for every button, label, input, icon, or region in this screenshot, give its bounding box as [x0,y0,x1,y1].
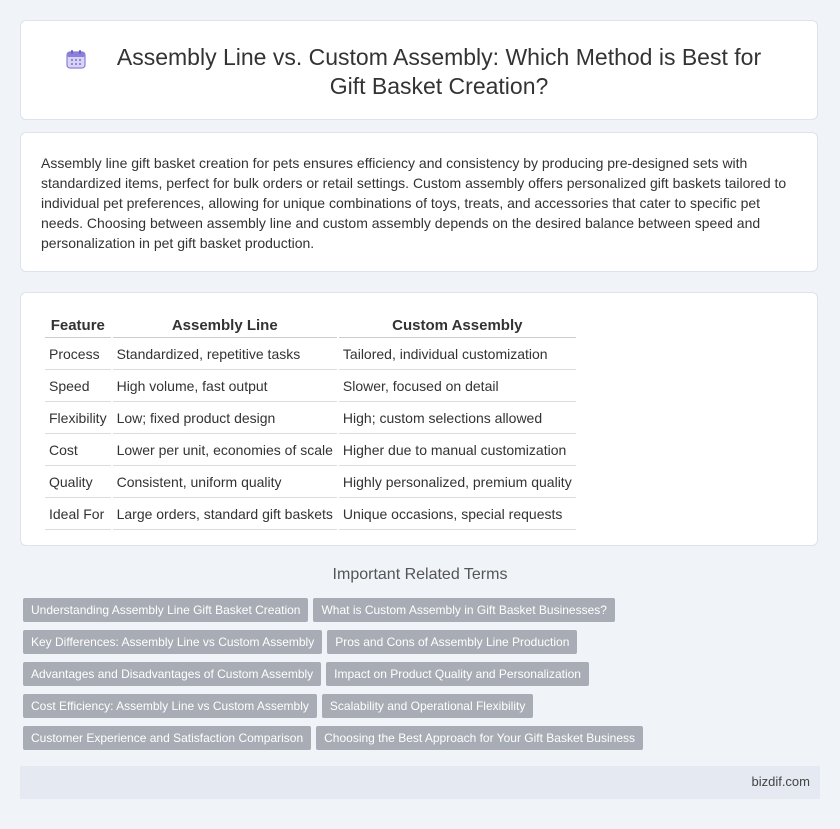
related-term-link[interactable]: Key Differences: Assembly Line vs Custom Assembly [23,630,322,654]
table-cell: Quality [45,468,111,498]
intro-paragraph: Assembly line gift basket creation for pets ensures efficiency and consistency by producing pre-designed sets with standardized items, perfect for bulk orders or retail settings. Custom assembly offers personalized gift baskets tailored to individual pet preferences, allowing for unique combinations of toys, treats, and accessories that cater to specific pet needs. Choosing between assembly line and custom assembly depends on the desired balance between speed and personalization in pet gift basket production. [41,155,787,251]
related-term-link[interactable]: Pros and Cons of Assembly Line Production [327,630,577,654]
intro-card [20,132,818,272]
related-term-link[interactable]: Advantages and Disadvantages of Custom Assembly [23,662,321,686]
table-cell: Standardized, repetitive tasks [113,340,337,370]
table-header-row [45,315,576,338]
table-cell: Process [45,340,111,370]
comparison-table [43,313,578,532]
table-cell: Lower per unit, economies of scale [113,436,337,466]
footer [20,766,820,799]
table-cell: Ideal For [45,500,111,530]
related-term-link[interactable]: Understanding Assembly Line Gift Basket Creation [23,598,308,622]
table-cell: Consistent, uniform quality [113,468,337,498]
table-row [45,500,576,530]
table-cell: Speed [45,372,111,402]
related-term-link[interactable]: Choosing the Best Approach for Your Gift Basket Business [316,726,643,750]
table-cell: Slower, focused on detail [339,372,576,402]
table-cell: Higher due to manual customization [339,436,576,466]
header-custom-assembly: Custom Assembly [339,315,576,338]
table-row [45,372,576,402]
table-row [45,468,576,498]
table-cell: High volume, fast output [113,372,337,402]
table-cell: Tailored, individual customization [339,340,576,370]
page-title: Assembly Line vs. Custom Assembly: Which Method is Best for Gift Basket Creation? [116,44,762,99]
header-feature: Feature [45,315,111,338]
title-card [20,20,818,120]
footer-site-link[interactable]: bizdif.com [751,774,810,789]
table-cell: Unique occasions, special requests [339,500,576,530]
header-assembly-line: Assembly Line [113,315,337,338]
related-terms-list [23,598,823,758]
related-term-link[interactable]: Impact on Product Quality and Personalization [326,662,589,686]
table-cell: Highly personalized, premium quality [339,468,576,498]
table-cell: High; custom selections allowed [339,404,576,434]
related-term-link[interactable]: Customer Experience and Satisfaction Comparison [23,726,311,750]
table-row [45,340,576,370]
table-row [45,436,576,466]
table-cell: Low; fixed product design [113,404,337,434]
related-term-link[interactable]: Cost Efficiency: Assembly Line vs Custom Assembly [23,694,317,718]
related-terms-title: Important Related Terms [332,566,508,583]
related-term-link[interactable]: Scalability and Operational Flexibility [322,694,533,718]
table-cell: Flexibility [45,404,111,434]
table-row [45,404,576,434]
related-term-link[interactable]: What is Custom Assembly in Gift Basket Businesses? [313,598,614,622]
comparison-card [20,292,818,546]
table-cell: Large orders, standard gift baskets [113,500,337,530]
table-cell: Cost [45,436,111,466]
